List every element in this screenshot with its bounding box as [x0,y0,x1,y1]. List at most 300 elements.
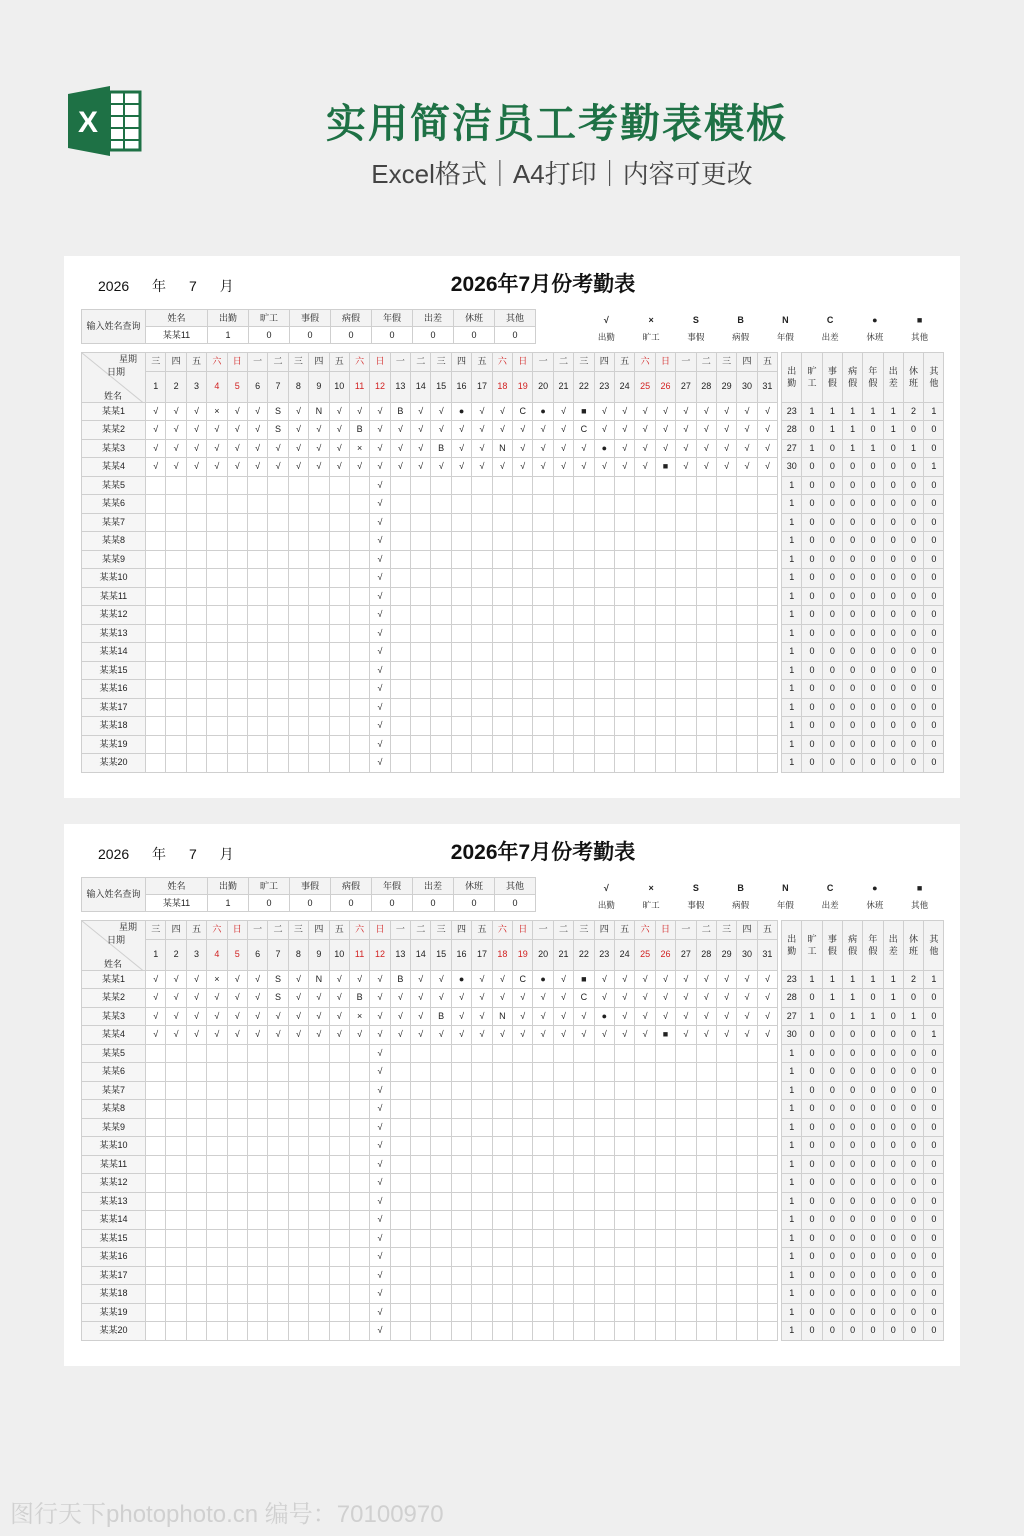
attendance-cell[interactable] [533,476,553,495]
attendance-cell[interactable] [146,587,166,606]
attendance-cell[interactable] [329,476,349,495]
attendance-cell[interactable] [431,569,451,588]
attendance-cell[interactable] [186,1081,206,1100]
attendance-cell[interactable] [655,661,675,680]
attendance-cell[interactable] [207,1063,227,1082]
attendance-cell[interactable] [431,606,451,625]
attendance-cell[interactable] [574,550,594,569]
attendance-cell[interactable] [737,1137,757,1156]
attendance-cell[interactable] [390,495,410,514]
attendance-cell[interactable]: √ [288,458,308,477]
attendance-cell[interactable] [492,513,512,532]
attendance-cell[interactable]: √ [513,439,533,458]
attendance-cell[interactable]: √ [635,1007,655,1026]
attendance-cell[interactable] [309,698,329,717]
attendance-cell[interactable]: N [309,970,329,989]
attendance-cell[interactable] [574,1192,594,1211]
attendance-cell[interactable]: √ [451,989,471,1008]
attendance-cell[interactable] [553,754,573,773]
attendance-cell[interactable]: √ [370,1266,390,1285]
attendance-cell[interactable] [655,735,675,754]
attendance-cell[interactable] [513,569,533,588]
attendance-cell[interactable] [676,754,696,773]
attendance-cell[interactable] [513,587,533,606]
attendance-cell[interactable] [431,1063,451,1082]
attendance-cell[interactable]: ● [533,402,553,421]
attendance-cell[interactable]: √ [574,439,594,458]
attendance-cell[interactable]: S [268,421,288,440]
attendance-cell[interactable] [635,587,655,606]
attendance-cell[interactable] [146,495,166,514]
attendance-cell[interactable] [390,754,410,773]
attendance-cell[interactable] [655,717,675,736]
attendance-cell[interactable]: √ [166,458,186,477]
attendance-cell[interactable] [451,1266,471,1285]
attendance-cell[interactable] [553,1211,573,1230]
attendance-cell[interactable]: √ [207,421,227,440]
attendance-cell[interactable] [309,1192,329,1211]
attendance-cell[interactable] [472,1118,492,1137]
attendance-cell[interactable] [186,624,206,643]
attendance-cell[interactable] [513,1211,533,1230]
attendance-cell[interactable] [676,1229,696,1248]
attendance-cell[interactable] [166,532,186,551]
attendance-cell[interactable] [757,643,777,662]
attendance-cell[interactable] [146,643,166,662]
attendance-cell[interactable]: √ [451,1026,471,1045]
attendance-cell[interactable] [390,1137,410,1156]
attendance-cell[interactable]: √ [207,1007,227,1026]
attendance-cell[interactable] [655,624,675,643]
attendance-cell[interactable] [696,1081,716,1100]
attendance-cell[interactable] [247,1137,267,1156]
attendance-cell[interactable] [166,1248,186,1267]
attendance-cell[interactable] [247,495,267,514]
attendance-cell[interactable] [696,1192,716,1211]
attendance-cell[interactable] [288,1100,308,1119]
attendance-cell[interactable] [411,1118,431,1137]
attendance-cell[interactable]: √ [451,439,471,458]
attendance-cell[interactable] [574,1174,594,1193]
attendance-cell[interactable] [757,1285,777,1304]
attendance-cell[interactable] [349,1303,369,1322]
attendance-cell[interactable]: √ [370,1285,390,1304]
attendance-cell[interactable] [676,1137,696,1156]
attendance-cell[interactable] [431,1248,451,1267]
attendance-cell[interactable]: √ [186,1026,206,1045]
attendance-cell[interactable] [737,513,757,532]
attendance-cell[interactable]: √ [594,970,614,989]
attendance-cell[interactable] [472,1322,492,1341]
attendance-cell[interactable] [716,1118,736,1137]
attendance-cell[interactable] [696,495,716,514]
attendance-cell[interactable] [676,569,696,588]
attendance-cell[interactable]: √ [574,1007,594,1026]
attendance-cell[interactable]: √ [288,439,308,458]
attendance-cell[interactable] [655,1192,675,1211]
attendance-cell[interactable] [492,643,512,662]
attendance-cell[interactable]: √ [472,402,492,421]
attendance-cell[interactable] [309,1285,329,1304]
attendance-cell[interactable]: √ [655,402,675,421]
attendance-cell[interactable]: √ [431,989,451,1008]
attendance-cell[interactable] [390,1285,410,1304]
attendance-cell[interactable] [513,1118,533,1137]
attendance-cell[interactable] [676,735,696,754]
attendance-cell[interactable] [492,1192,512,1211]
attendance-cell[interactable] [472,735,492,754]
attendance-cell[interactable]: √ [247,1007,267,1026]
attendance-cell[interactable] [349,495,369,514]
attendance-cell[interactable] [207,1100,227,1119]
attendance-cell[interactable] [614,1118,634,1137]
attendance-cell[interactable] [513,680,533,699]
attendance-cell[interactable] [513,1248,533,1267]
attendance-cell[interactable] [247,1044,267,1063]
attendance-cell[interactable] [207,1081,227,1100]
attendance-cell[interactable] [553,1322,573,1341]
attendance-cell[interactable] [737,1155,757,1174]
attendance-cell[interactable]: √ [411,989,431,1008]
attendance-cell[interactable]: √ [472,421,492,440]
attendance-cell[interactable] [329,1285,349,1304]
attendance-cell[interactable] [614,569,634,588]
attendance-cell[interactable] [247,754,267,773]
attendance-cell[interactable]: √ [431,970,451,989]
attendance-cell[interactable] [288,1137,308,1156]
attendance-cell[interactable] [309,661,329,680]
attendance-cell[interactable] [492,1229,512,1248]
attendance-cell[interactable]: √ [492,1026,512,1045]
attendance-cell[interactable] [533,1174,553,1193]
attendance-cell[interactable] [614,513,634,532]
attendance-cell[interactable] [655,1063,675,1082]
attendance-cell[interactable] [349,1211,369,1230]
attendance-cell[interactable] [309,1137,329,1156]
attendance-cell[interactable] [329,1229,349,1248]
attendance-cell[interactable] [472,680,492,699]
attendance-cell[interactable] [288,1322,308,1341]
attendance-cell[interactable] [268,1155,288,1174]
year-value[interactable]: 2026 [98,278,130,294]
attendance-cell[interactable]: C [574,421,594,440]
attendance-cell[interactable] [227,1303,247,1322]
attendance-cell[interactable] [207,569,227,588]
attendance-cell[interactable] [757,550,777,569]
attendance-cell[interactable] [411,1303,431,1322]
attendance-cell[interactable] [574,532,594,551]
attendance-cell[interactable] [737,1063,757,1082]
attendance-cell[interactable] [655,513,675,532]
attendance-cell[interactable] [451,1285,471,1304]
attendance-cell[interactable] [513,495,533,514]
attendance-cell[interactable] [676,643,696,662]
attendance-cell[interactable] [329,1118,349,1137]
attendance-cell[interactable]: √ [696,458,716,477]
attendance-cell[interactable] [411,513,431,532]
attendance-cell[interactable] [227,1192,247,1211]
attendance-cell[interactable] [207,513,227,532]
attendance-cell[interactable] [268,1137,288,1156]
attendance-cell[interactable]: √ [533,421,553,440]
attendance-cell[interactable] [451,606,471,625]
attendance-cell[interactable]: √ [370,754,390,773]
attendance-cell[interactable] [309,1229,329,1248]
attendance-cell[interactable] [431,661,451,680]
attendance-cell[interactable]: √ [451,421,471,440]
attendance-cell[interactable]: √ [553,1026,573,1045]
attendance-cell[interactable]: √ [370,569,390,588]
attendance-cell[interactable] [513,550,533,569]
attendance-cell[interactable] [247,513,267,532]
attendance-cell[interactable]: √ [370,1248,390,1267]
attendance-cell[interactable] [676,1081,696,1100]
attendance-cell[interactable]: √ [370,587,390,606]
attendance-cell[interactable] [411,643,431,662]
attendance-cell[interactable] [676,1155,696,1174]
attendance-cell[interactable] [553,495,573,514]
attendance-cell[interactable] [288,1081,308,1100]
attendance-cell[interactable] [268,495,288,514]
attendance-cell[interactable]: √ [166,421,186,440]
attendance-cell[interactable] [696,735,716,754]
attendance-cell[interactable] [186,587,206,606]
attendance-cell[interactable]: × [207,970,227,989]
attendance-cell[interactable] [472,1229,492,1248]
attendance-cell[interactable]: √ [594,989,614,1008]
attendance-cell[interactable] [533,717,553,736]
attendance-cell[interactable] [268,1322,288,1341]
attendance-cell[interactable]: √ [370,1229,390,1248]
attendance-cell[interactable] [411,1081,431,1100]
attendance-cell[interactable]: √ [635,989,655,1008]
attendance-cell[interactable] [390,661,410,680]
attendance-cell[interactable] [288,569,308,588]
attendance-cell[interactable] [227,495,247,514]
attendance-cell[interactable] [676,513,696,532]
attendance-cell[interactable] [696,476,716,495]
attendance-cell[interactable] [390,680,410,699]
attendance-cell[interactable] [696,1303,716,1322]
attendance-cell[interactable] [329,680,349,699]
attendance-cell[interactable] [635,1081,655,1100]
attendance-cell[interactable]: √ [553,1007,573,1026]
attendance-cell[interactable] [390,1044,410,1063]
attendance-cell[interactable] [207,532,227,551]
attendance-cell[interactable] [227,754,247,773]
attendance-cell[interactable]: √ [288,989,308,1008]
attendance-cell[interactable] [268,587,288,606]
attendance-cell[interactable] [655,680,675,699]
attendance-cell[interactable] [288,717,308,736]
attendance-cell[interactable] [227,735,247,754]
attendance-cell[interactable] [390,1248,410,1267]
attendance-cell[interactable] [533,1211,553,1230]
attendance-cell[interactable] [553,1248,573,1267]
attendance-cell[interactable] [614,1303,634,1322]
attendance-cell[interactable] [166,495,186,514]
attendance-cell[interactable] [533,1322,553,1341]
attendance-cell[interactable] [676,532,696,551]
attendance-cell[interactable] [268,754,288,773]
attendance-cell[interactable] [716,1229,736,1248]
attendance-cell[interactable] [614,1285,634,1304]
attendance-cell[interactable] [676,1044,696,1063]
attendance-cell[interactable] [574,495,594,514]
attendance-cell[interactable] [451,698,471,717]
attendance-cell[interactable] [533,643,553,662]
attendance-cell[interactable] [288,550,308,569]
attendance-cell[interactable] [513,1303,533,1322]
attendance-cell[interactable] [757,1266,777,1285]
attendance-cell[interactable] [513,1063,533,1082]
attendance-cell[interactable] [268,513,288,532]
attendance-cell[interactable] [553,1137,573,1156]
attendance-cell[interactable] [614,1174,634,1193]
attendance-cell[interactable] [309,1303,329,1322]
attendance-cell[interactable] [696,532,716,551]
attendance-cell[interactable] [247,1248,267,1267]
attendance-cell[interactable] [288,698,308,717]
attendance-cell[interactable] [411,1211,431,1230]
attendance-cell[interactable] [716,532,736,551]
attendance-cell[interactable] [676,1118,696,1137]
attendance-cell[interactable] [166,717,186,736]
attendance-cell[interactable] [472,624,492,643]
attendance-cell[interactable] [533,1229,553,1248]
attendance-cell[interactable] [207,1248,227,1267]
attendance-cell[interactable] [635,1211,655,1230]
attendance-cell[interactable] [614,1248,634,1267]
attendance-cell[interactable] [186,717,206,736]
attendance-cell[interactable]: √ [370,680,390,699]
attendance-cell[interactable] [451,624,471,643]
attendance-cell[interactable] [553,1155,573,1174]
attendance-cell[interactable]: √ [492,458,512,477]
attendance-cell[interactable] [594,1118,614,1137]
attendance-cell[interactable] [349,643,369,662]
attendance-cell[interactable] [247,643,267,662]
attendance-cell[interactable] [309,1266,329,1285]
attendance-cell[interactable] [451,1063,471,1082]
attendance-cell[interactable] [349,587,369,606]
attendance-cell[interactable] [166,754,186,773]
attendance-cell[interactable] [513,532,533,551]
attendance-cell[interactable] [349,735,369,754]
attendance-cell[interactable] [166,1211,186,1230]
attendance-cell[interactable] [268,717,288,736]
attendance-cell[interactable] [390,1174,410,1193]
attendance-cell[interactable] [451,1081,471,1100]
attendance-cell[interactable]: √ [676,439,696,458]
attendance-cell[interactable] [594,606,614,625]
attendance-cell[interactable]: √ [594,1026,614,1045]
attendance-cell[interactable]: C [513,402,533,421]
attendance-cell[interactable] [716,1192,736,1211]
attendance-cell[interactable] [492,735,512,754]
attendance-cell[interactable] [227,1100,247,1119]
attendance-cell[interactable] [472,698,492,717]
attendance-cell[interactable]: ● [451,970,471,989]
attendance-cell[interactable] [594,661,614,680]
attendance-cell[interactable] [329,513,349,532]
attendance-cell[interactable] [166,1155,186,1174]
attendance-cell[interactable]: √ [553,439,573,458]
attendance-cell[interactable] [309,717,329,736]
attendance-cell[interactable]: √ [227,458,247,477]
attendance-cell[interactable] [227,1137,247,1156]
attendance-cell[interactable] [309,1118,329,1137]
attendance-cell[interactable] [533,1248,553,1267]
attendance-cell[interactable] [594,1229,614,1248]
attendance-cell[interactable] [288,1155,308,1174]
attendance-cell[interactable] [533,532,553,551]
attendance-cell[interactable]: √ [166,1026,186,1045]
attendance-cell[interactable] [757,1044,777,1063]
attendance-cell[interactable] [635,1155,655,1174]
attendance-cell[interactable] [513,1081,533,1100]
attendance-cell[interactable] [247,680,267,699]
attendance-cell[interactable] [716,495,736,514]
attendance-cell[interactable] [431,476,451,495]
attendance-cell[interactable] [431,1322,451,1341]
attendance-cell[interactable]: √ [247,970,267,989]
attendance-cell[interactable] [390,698,410,717]
attendance-cell[interactable] [207,1211,227,1230]
attendance-cell[interactable] [757,476,777,495]
attendance-cell[interactable] [186,1303,206,1322]
attendance-cell[interactable] [655,1248,675,1267]
attendance-cell[interactable] [492,532,512,551]
attendance-cell[interactable] [716,1155,736,1174]
attendance-cell[interactable]: √ [349,458,369,477]
attendance-cell[interactable] [574,606,594,625]
attendance-cell[interactable]: B [431,439,451,458]
attendance-cell[interactable]: √ [370,717,390,736]
attendance-cell[interactable] [431,1266,451,1285]
attendance-cell[interactable]: √ [370,1118,390,1137]
attendance-cell[interactable] [227,1229,247,1248]
attendance-cell[interactable] [574,717,594,736]
attendance-cell[interactable] [411,1229,431,1248]
attendance-cell[interactable] [472,513,492,532]
attendance-cell[interactable] [431,624,451,643]
attendance-cell[interactable]: √ [247,1026,267,1045]
attendance-cell[interactable] [431,680,451,699]
attendance-cell[interactable] [757,1192,777,1211]
attendance-cell[interactable]: √ [655,421,675,440]
attendance-cell[interactable] [411,680,431,699]
attendance-cell[interactable] [207,1174,227,1193]
attendance-cell[interactable] [390,1118,410,1137]
attendance-cell[interactable] [676,606,696,625]
attendance-cell[interactable]: √ [696,439,716,458]
attendance-cell[interactable] [451,1192,471,1211]
attendance-cell[interactable] [349,1137,369,1156]
attendance-cell[interactable] [533,661,553,680]
attendance-cell[interactable] [696,1118,716,1137]
attendance-cell[interactable] [716,1100,736,1119]
attendance-cell[interactable] [411,1155,431,1174]
attendance-cell[interactable] [146,1174,166,1193]
attendance-cell[interactable] [431,1229,451,1248]
attendance-cell[interactable]: √ [370,606,390,625]
attendance-cell[interactable] [349,1081,369,1100]
attendance-cell[interactable]: √ [370,439,390,458]
attendance-cell[interactable] [635,698,655,717]
attendance-cell[interactable] [247,735,267,754]
attendance-cell[interactable] [533,1118,553,1137]
